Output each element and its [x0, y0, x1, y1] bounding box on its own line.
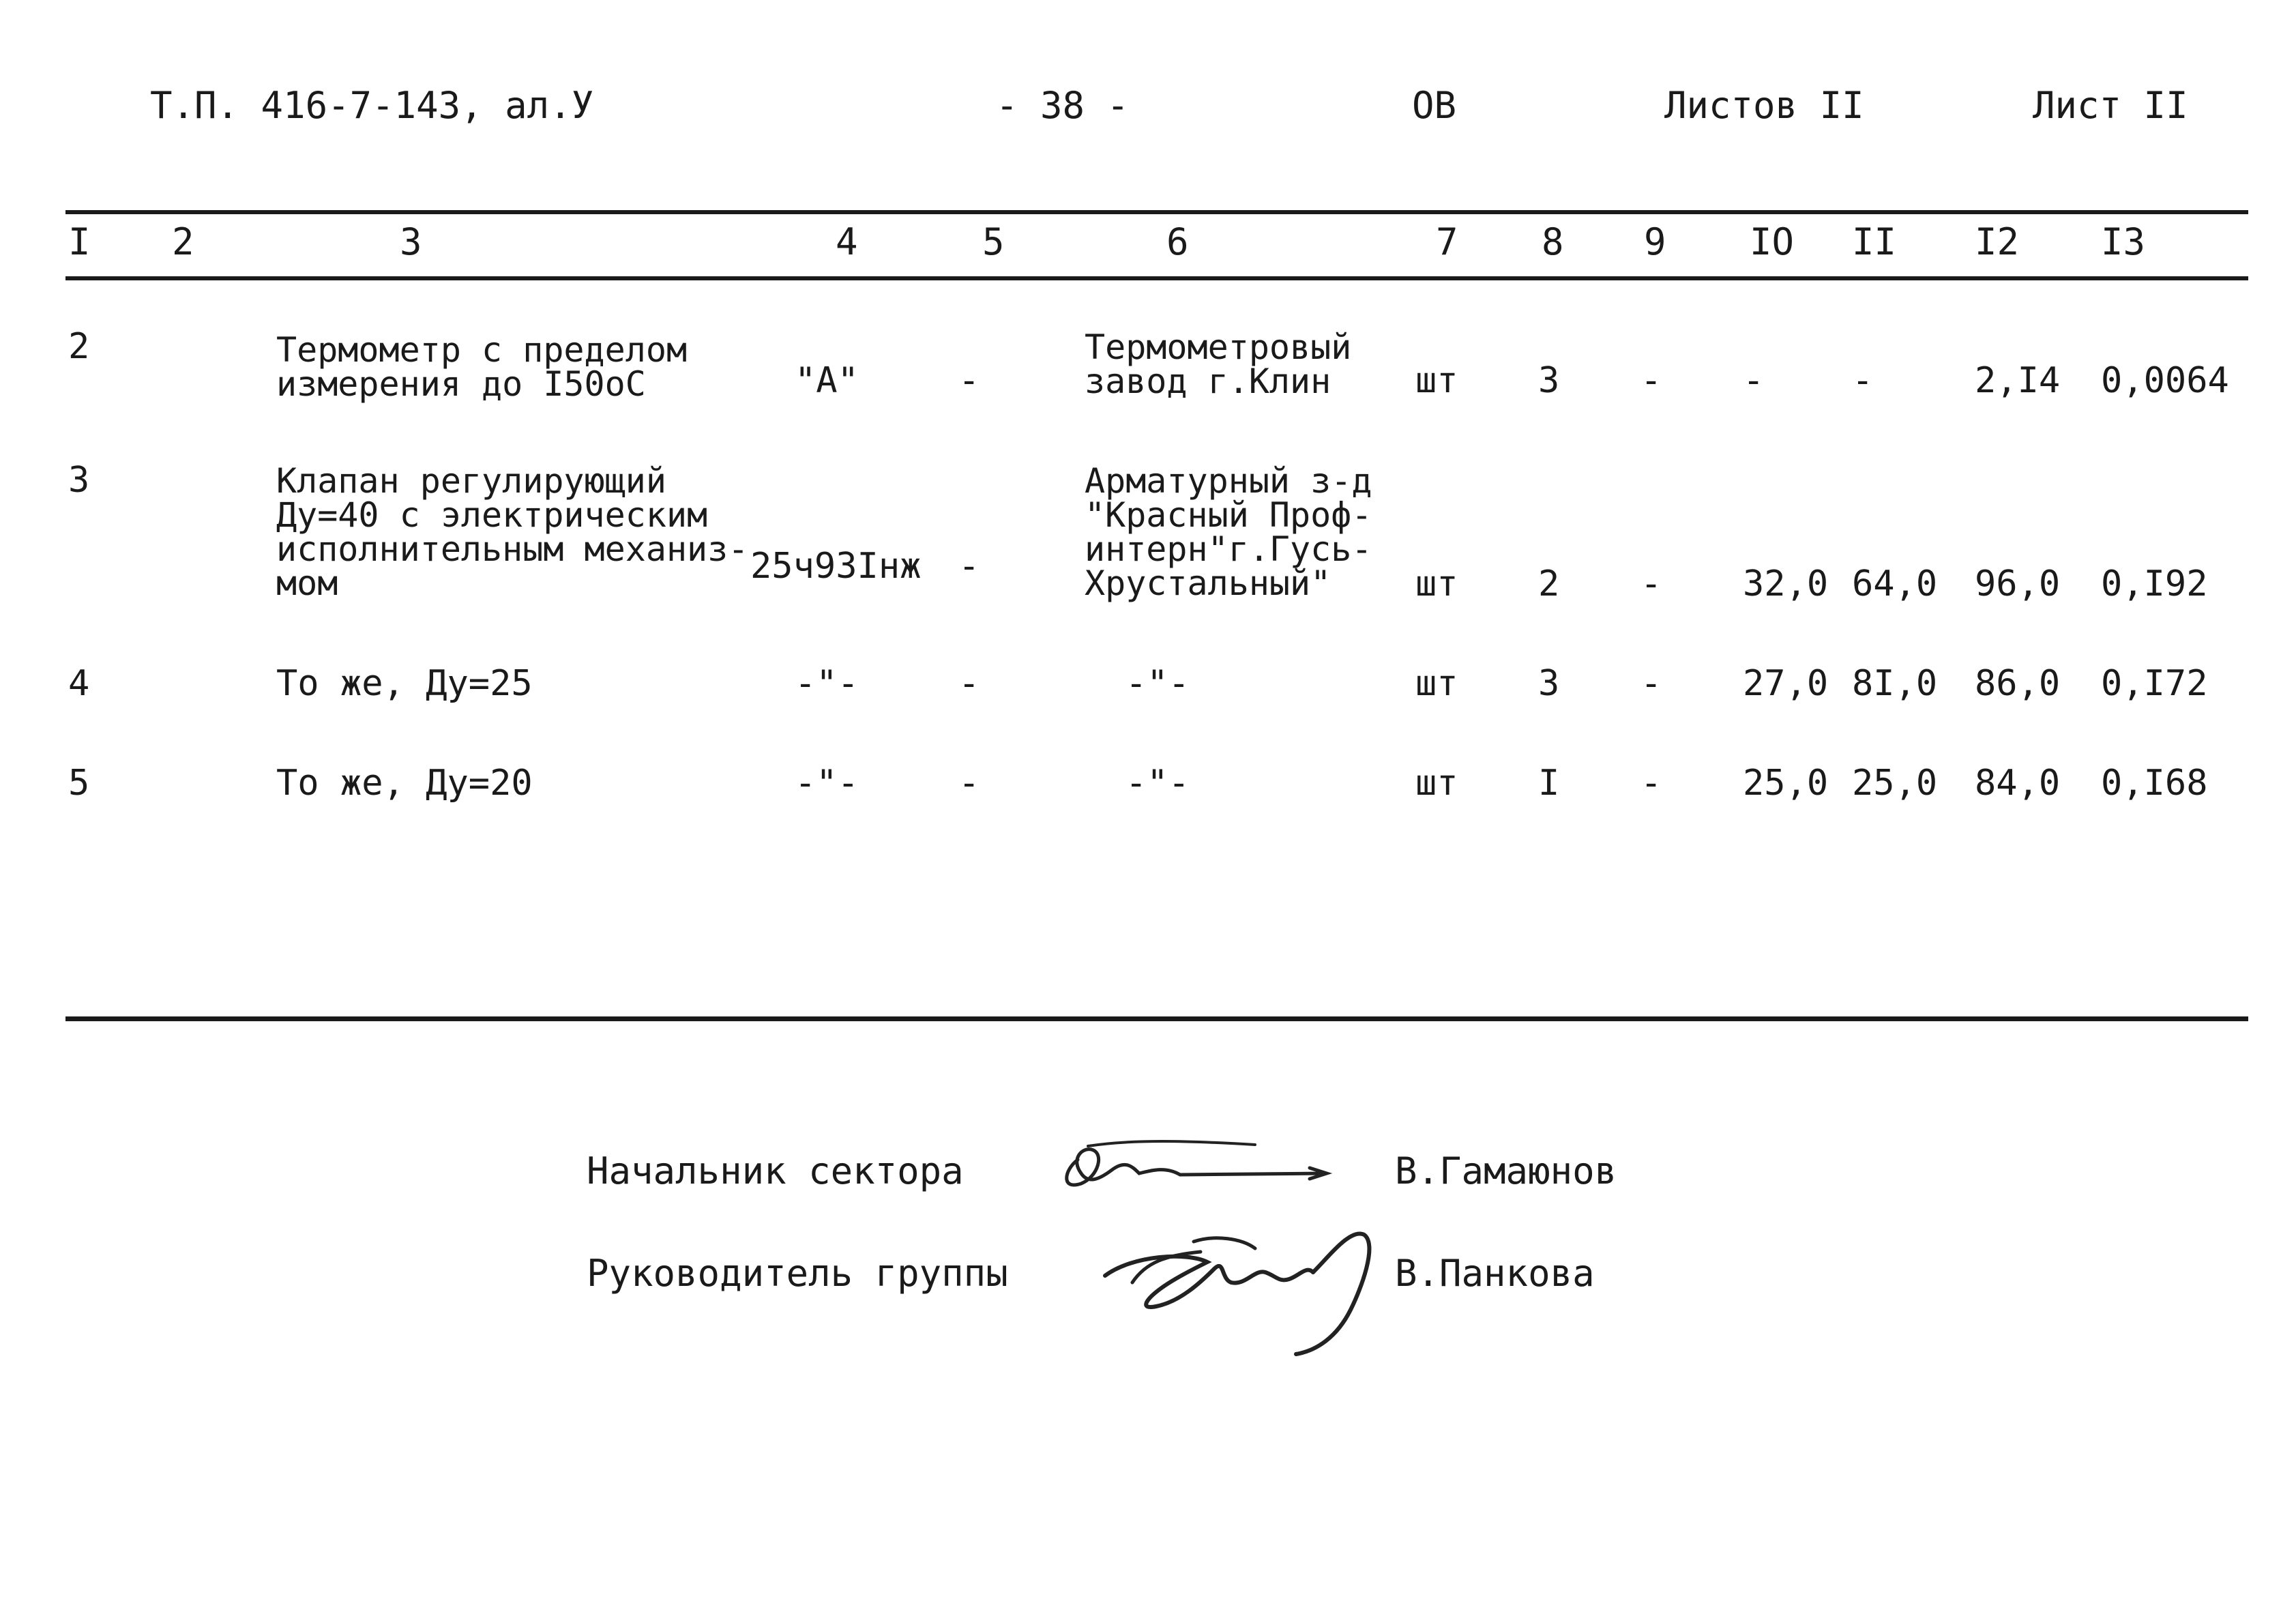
item-type: 25ч93Iнж	[750, 546, 922, 587]
col12-value: 84,0	[1975, 763, 2061, 804]
manufacturer-line: Термометровый	[1085, 327, 1352, 367]
unit: шт	[1415, 663, 1458, 704]
col-num-12: I2	[1975, 220, 2020, 263]
item-name	[276, 330, 688, 404]
col-num-11: II	[1852, 220, 1897, 263]
manufacturer-line: завод г.Клин	[1085, 362, 1331, 401]
col10-value: 25,0	[1743, 763, 1829, 804]
manufacturer	[1085, 327, 1352, 401]
group-lead-title: Руководитель группы	[587, 1252, 1008, 1295]
table-bottom-rule	[65, 1016, 2248, 1021]
col-num-9: 9	[1644, 220, 1666, 263]
col11-value: 25,0	[1852, 763, 1938, 804]
col11-value: 64,0	[1852, 563, 1938, 604]
sheet-number: Лист II	[2033, 84, 2188, 127]
item-name-line: Термометр с пределом	[276, 330, 688, 370]
col10-value: 32,0	[1743, 563, 1829, 604]
col-num-4: 4	[836, 220, 858, 263]
row-number: 2	[68, 326, 90, 367]
col12-value: 2,I4	[1975, 360, 2061, 401]
manufacturer-line: Арматурный з-д	[1085, 461, 1372, 501]
col10-value: -	[1743, 360, 1765, 401]
table-header-rule	[65, 276, 2248, 280]
quantity: 3	[1538, 360, 1560, 401]
col10-value: 27,0	[1743, 663, 1829, 704]
item-name	[276, 461, 749, 603]
item-name-line: Ду=40 с электрическим	[276, 495, 708, 535]
col11-value: 8I,0	[1852, 663, 1938, 704]
group-lead-signature	[1091, 1214, 1392, 1364]
unit: шт	[1415, 763, 1458, 804]
item-name-line: мом	[276, 563, 338, 603]
row-number: 3	[68, 460, 90, 501]
doc-code: Т.П. 416-7-143, ал.У	[150, 84, 594, 127]
sector-head-name: В.Гамаюнов	[1395, 1149, 1617, 1192]
col9-value: -	[1640, 663, 1662, 704]
unit: шт	[1415, 360, 1458, 401]
col-num-6: 6	[1166, 220, 1189, 263]
section-code: ОВ	[1412, 84, 1457, 127]
col-num-10: IO	[1750, 220, 1795, 263]
col-num-8: 8	[1542, 220, 1564, 263]
col-num-5: 5	[982, 220, 1005, 263]
manufacturer: -"-	[1125, 663, 1190, 704]
sector-head-title: Начальник сектора	[587, 1149, 964, 1192]
unit: шт	[1415, 563, 1458, 604]
manufacturer	[1085, 461, 1372, 603]
item-name-line: измерения до I50оС	[276, 364, 646, 404]
col5-value: -	[958, 360, 980, 401]
col-num-7: 7	[1436, 220, 1458, 263]
col-num-2: 2	[172, 220, 194, 263]
item-type: -"-	[795, 763, 859, 804]
quantity: 2	[1538, 563, 1560, 604]
col13-value: 0,I68	[2101, 763, 2208, 804]
manufacturer-line: "Красный Проф-	[1085, 495, 1372, 535]
sector-head-signature	[1050, 1132, 1357, 1207]
col-num-3: 3	[400, 220, 422, 263]
group-lead-name: В.Панкова	[1395, 1252, 1595, 1295]
col5-value: -	[958, 546, 980, 587]
manufacturer-line: интерн"г.Гусь-	[1085, 529, 1372, 569]
manufacturer-line: Хрустальный"	[1085, 563, 1331, 603]
col12-value: 96,0	[1975, 563, 2061, 604]
quantity: I	[1538, 763, 1560, 804]
item-name-line: Клапан регулирующий	[276, 461, 666, 501]
col9-value: -	[1640, 563, 1662, 604]
page-number: - 38 -	[996, 84, 1130, 127]
col12-value: 86,0	[1975, 663, 2061, 704]
row-number: 5	[68, 763, 90, 804]
item-name: То же, Ду=25	[276, 663, 533, 704]
item-type: -"-	[795, 663, 859, 704]
col5-value: -	[958, 763, 980, 804]
col9-value: -	[1640, 360, 1662, 401]
item-type: "А"	[795, 360, 859, 401]
col13-value: 0,I72	[2101, 663, 2208, 704]
table-top-rule	[65, 210, 2248, 214]
col13-value: 0,0064	[2101, 360, 2229, 401]
col9-value: -	[1640, 763, 1662, 804]
item-name-line: исполнительным механиз-	[276, 529, 749, 569]
col-num-1: I	[68, 220, 91, 263]
col-num-13: I3	[2101, 220, 2146, 263]
sheets-total: Листов II	[1664, 84, 1864, 127]
col11-value: -	[1852, 360, 1874, 401]
col5-value: -	[958, 663, 980, 704]
item-name: То же, Ду=20	[276, 763, 533, 804]
manufacturer: -"-	[1125, 763, 1190, 804]
quantity: 3	[1538, 663, 1560, 704]
row-number: 4	[68, 663, 90, 704]
col13-value: 0,I92	[2101, 563, 2208, 604]
